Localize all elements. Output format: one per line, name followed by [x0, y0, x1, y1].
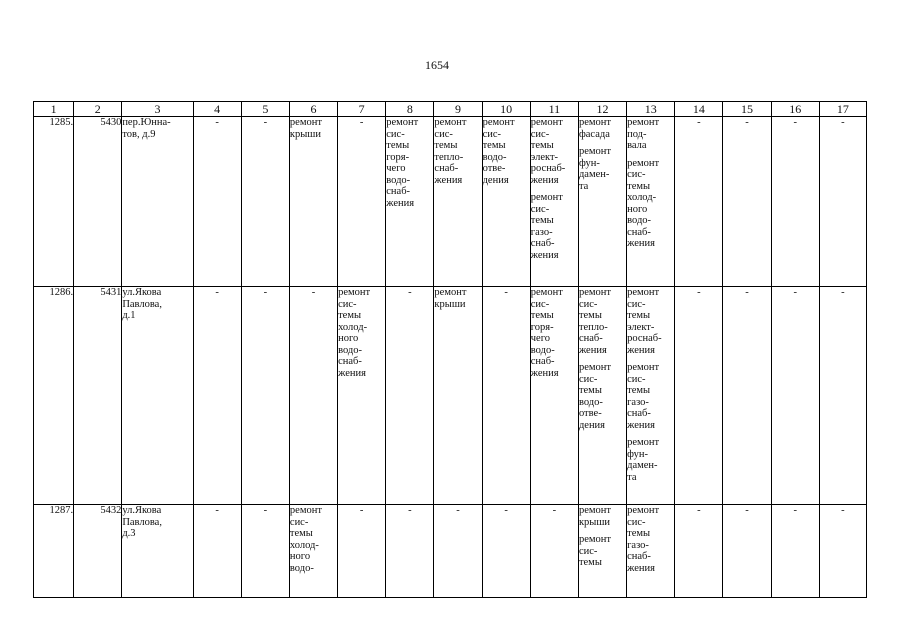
empty-dash: - [215, 287, 219, 298]
work-item: ремонт под- вала [627, 117, 660, 151]
header-row [34, 102, 867, 117]
column-header-8: 8 [386, 102, 434, 117]
address-cell [122, 117, 193, 287]
column-header-13: 13 [627, 102, 675, 117]
work-cell-col-7 [338, 287, 386, 505]
table-row [34, 117, 867, 287]
row-number: 1286. [34, 287, 74, 505]
empty-dash: - [745, 287, 749, 298]
empty-dash: - [215, 117, 219, 128]
work-item: ремонт крыши [578, 505, 611, 528]
work-item: ремонт сис- темы элект- роснаб- жения [530, 117, 566, 186]
address-cell [122, 505, 193, 598]
empty-dash: - [841, 287, 845, 298]
work-item: ремонт сис- темы водо- отве- дения [482, 117, 515, 186]
empty-dash: - [552, 505, 557, 516]
empty-dash: - [359, 505, 364, 516]
page-number: 1654 [425, 58, 449, 72]
work-cell-col-15 [723, 117, 771, 287]
work-cell-col-15 [723, 287, 771, 505]
work-cell-col-13 [627, 505, 675, 598]
work-cell-col-11 [530, 117, 578, 287]
work-cell-col-6 [289, 505, 337, 598]
column-header-4: 4 [193, 102, 241, 117]
work-cell-col-14 [675, 505, 723, 598]
table-row [34, 505, 867, 598]
work-item: ремонт фасада [578, 117, 611, 140]
address-text: ул.Якова Павлова, д.1 [122, 287, 162, 321]
work-cell-col-6 [289, 117, 337, 287]
work-item: ремонт сис- темы газо- снаб- жения [530, 192, 563, 261]
empty-dash: - [697, 505, 701, 516]
column-header-1: 1 [34, 102, 74, 117]
empty-dash: - [408, 287, 412, 298]
column-header-6: 6 [289, 102, 337, 117]
work-item: ремонт сис- темы [578, 534, 611, 568]
work-item: ремонт сис- темы элект- роснаб- жения [627, 287, 662, 356]
empty-dash: - [697, 287, 701, 298]
address-text: пер.Юнна- тов, д.9 [122, 117, 171, 140]
work-cell-col-8 [386, 117, 434, 287]
empty-dash: - [456, 505, 460, 516]
column-header-16: 16 [771, 102, 819, 117]
work-item: ремонт сис- темы газо- снаб- жения [627, 362, 660, 431]
work-cell-col-5 [241, 505, 289, 598]
empty-dash: - [263, 505, 268, 516]
work-cell-col-12 [578, 505, 626, 598]
work-cell-col-8 [386, 287, 434, 505]
work-cell-col-13 [627, 287, 675, 505]
column-header-3: 3 [122, 102, 193, 117]
work-cell-col-10 [482, 505, 530, 598]
column-header-12: 12 [578, 102, 626, 117]
work-cell-col-9 [434, 287, 482, 505]
work-cell-col-11 [530, 287, 578, 505]
work-cell-col-12 [578, 287, 626, 505]
empty-dash: - [408, 505, 412, 516]
empty-dash: - [745, 117, 749, 128]
work-cell-col-17 [819, 287, 866, 505]
work-item: ремонт сис- темы холод- ного водо- снаб- жения [627, 157, 660, 249]
work-item: ремонт сис- темы холод- ного водо- снаб- жения [338, 287, 371, 379]
empty-dash: - [359, 117, 364, 128]
column-header-14: 14 [675, 102, 723, 117]
empty-dash: - [311, 287, 316, 298]
work-item: ремонт фун- дамен- та [627, 437, 660, 483]
empty-dash: - [504, 287, 508, 298]
work-cell-col-9 [434, 505, 482, 598]
address-cell [122, 287, 193, 505]
work-cell-col-14 [675, 117, 723, 287]
work-cell-col-16 [771, 117, 819, 287]
work-cell-col-17 [819, 505, 866, 598]
empty-dash: - [793, 287, 797, 298]
work-cell-col-4 [193, 287, 241, 505]
empty-dash: - [215, 505, 219, 516]
work-cell-col-7 [338, 505, 386, 598]
work-cell-col-10 [482, 117, 530, 287]
empty-dash: - [793, 117, 797, 128]
work-cell-col-15 [723, 505, 771, 598]
work-cell-col-4 [193, 117, 241, 287]
empty-dash: - [793, 505, 797, 516]
work-item: ремонт крыши [289, 117, 322, 140]
work-item: ремонт крыши [434, 287, 467, 310]
column-header-17: 17 [819, 102, 866, 117]
column-header-7: 7 [338, 102, 386, 117]
work-cell-col-10 [482, 287, 530, 505]
work-item: ремонт сис- темы тепло- снаб- жения [434, 117, 467, 186]
work-item: ремонт сис- темы газо- снаб- жения [627, 505, 660, 574]
work-item: ремонт сис- темы горя- чего водо- снаб- жения [530, 287, 563, 379]
work-cell-col-9 [434, 117, 482, 287]
column-header-5: 5 [241, 102, 289, 117]
work-cell-col-14 [675, 287, 723, 505]
building-code: 5431 [74, 287, 122, 505]
work-item: ремонт фун- дамен- та [578, 146, 611, 192]
row-number: 1285. [34, 117, 74, 287]
column-header-9: 9 [434, 102, 482, 117]
building-code: 5432 [74, 505, 122, 598]
work-item: ремонт сис- темы холод- ного водо- [289, 505, 322, 574]
empty-dash: - [841, 505, 845, 516]
work-cell-col-16 [771, 505, 819, 598]
building-code: 5430 [74, 117, 122, 287]
work-item: ремонт сис- темы водо- отве- дения [578, 362, 611, 431]
work-cell-col-5 [241, 287, 289, 505]
column-header-2: 2 [74, 102, 122, 117]
address-text: ул.Якова Павлова, д.3 [122, 505, 162, 539]
work-cell-col-5 [241, 117, 289, 287]
work-cell-col-11 [530, 505, 578, 598]
empty-dash: - [504, 505, 508, 516]
work-item: ремонт сис- темы горя- чего водо- снаб- жения [386, 117, 419, 209]
work-cell-col-17 [819, 117, 866, 287]
empty-dash: - [263, 287, 268, 298]
work-cell-col-4 [193, 505, 241, 598]
empty-dash: - [263, 117, 268, 128]
column-header-11: 11 [530, 102, 578, 117]
column-header-10: 10 [482, 102, 530, 117]
column-header-15: 15 [723, 102, 771, 117]
work-cell-col-16 [771, 287, 819, 505]
work-cell-col-7 [338, 117, 386, 287]
work-cell-col-6 [289, 287, 337, 505]
repair-register-table [33, 101, 867, 598]
empty-dash: - [841, 117, 845, 128]
work-cell-col-12 [578, 117, 626, 287]
row-number: 1287. [34, 505, 74, 598]
work-cell-col-8 [386, 505, 434, 598]
empty-dash: - [745, 505, 749, 516]
work-cell-col-13 [627, 117, 675, 287]
table-row [34, 287, 867, 505]
empty-dash: - [697, 117, 701, 128]
work-item: ремонт сис- темы тепло- снаб- жения [578, 287, 611, 356]
